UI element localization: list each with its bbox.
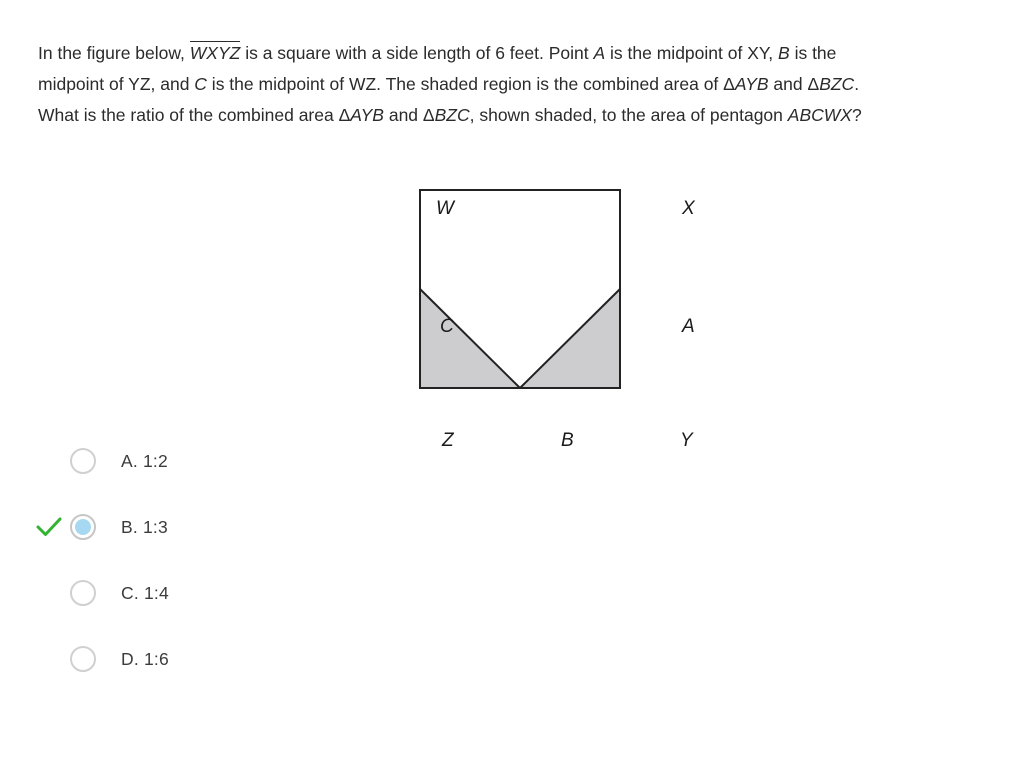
stem-text-2: is a square with a side length of 6 feet. Point — [240, 43, 594, 63]
answer-choice-label-d: D. 1:6 — [121, 648, 169, 669]
correct-mark-slot-b — [30, 512, 68, 542]
stem-text-3: is the midpoint of XY, — [605, 43, 779, 63]
radio-button-c[interactable] — [70, 580, 96, 606]
point-b-ref: B — [778, 43, 790, 63]
correct-mark-slot-c — [30, 578, 68, 608]
figure-label-c: C — [440, 316, 454, 337]
stem-text-6: is the midpoint of WZ. The shaded region is the combined area of Δ — [206, 74, 735, 94]
triangle-bzc-ref-2: BZC — [434, 105, 470, 125]
geometry-figure — [370, 155, 695, 451]
figure-label-a: A — [682, 316, 695, 337]
stem-text-9: What is the ratio of the combined area Δ — [38, 105, 351, 125]
answer-choice-c[interactable] — [30, 560, 450, 626]
figure-label-x: X — [682, 198, 695, 219]
question-line-1 — [38, 38, 998, 69]
pentagon-ref: ABCWX — [787, 105, 852, 125]
answer-choice-d[interactable] — [30, 626, 450, 692]
triangle-ayb-ref-2: AYB — [350, 105, 384, 125]
answer-choice-b[interactable] — [30, 494, 450, 560]
triangle-ayb-ref-1: AYB — [734, 74, 769, 94]
correct-mark-slot-a — [30, 446, 68, 476]
figure-label-y: Y — [680, 430, 693, 451]
question-stem — [38, 38, 998, 131]
answer-choice-label-b: B. 1:3 — [121, 516, 168, 537]
answer-choice-label-c: C. 1:4 — [121, 582, 169, 603]
question-line-2 — [38, 69, 998, 100]
stem-text-8: . — [854, 74, 860, 94]
stem-text-7: and Δ — [768, 74, 820, 94]
stem-text-5: midpoint of YZ, and — [38, 74, 195, 94]
stem-text-12: ? — [851, 105, 862, 125]
geometry-figure-svg — [370, 155, 695, 451]
check-icon — [36, 516, 62, 538]
figure-label-z: Z — [442, 430, 454, 451]
triangle-bzc-ref-1: BZC — [819, 74, 855, 94]
radio-button-a[interactable] — [70, 448, 96, 474]
answer-choice-a[interactable] — [30, 428, 450, 494]
answer-choices-list — [30, 428, 450, 692]
stem-text-11: , shown shaded, to the area of pentagon — [469, 105, 788, 125]
stem-text-4: is the — [789, 43, 837, 63]
stem-text-1: In the figure below, — [38, 43, 190, 63]
answer-choice-label-a: A. 1:2 — [121, 450, 168, 471]
stem-text-10: and Δ — [383, 105, 435, 125]
radio-button-d[interactable] — [70, 646, 96, 672]
point-c-ref: C — [194, 74, 207, 94]
point-a-ref: A — [593, 43, 606, 63]
correct-mark-slot-d — [30, 644, 68, 674]
figure-label-w: W — [436, 198, 454, 219]
question-line-3 — [38, 100, 998, 131]
square-name-overline: WXYZ — [189, 43, 241, 63]
figure-label-b: B — [561, 430, 574, 451]
radio-button-b[interactable] — [70, 514, 96, 540]
